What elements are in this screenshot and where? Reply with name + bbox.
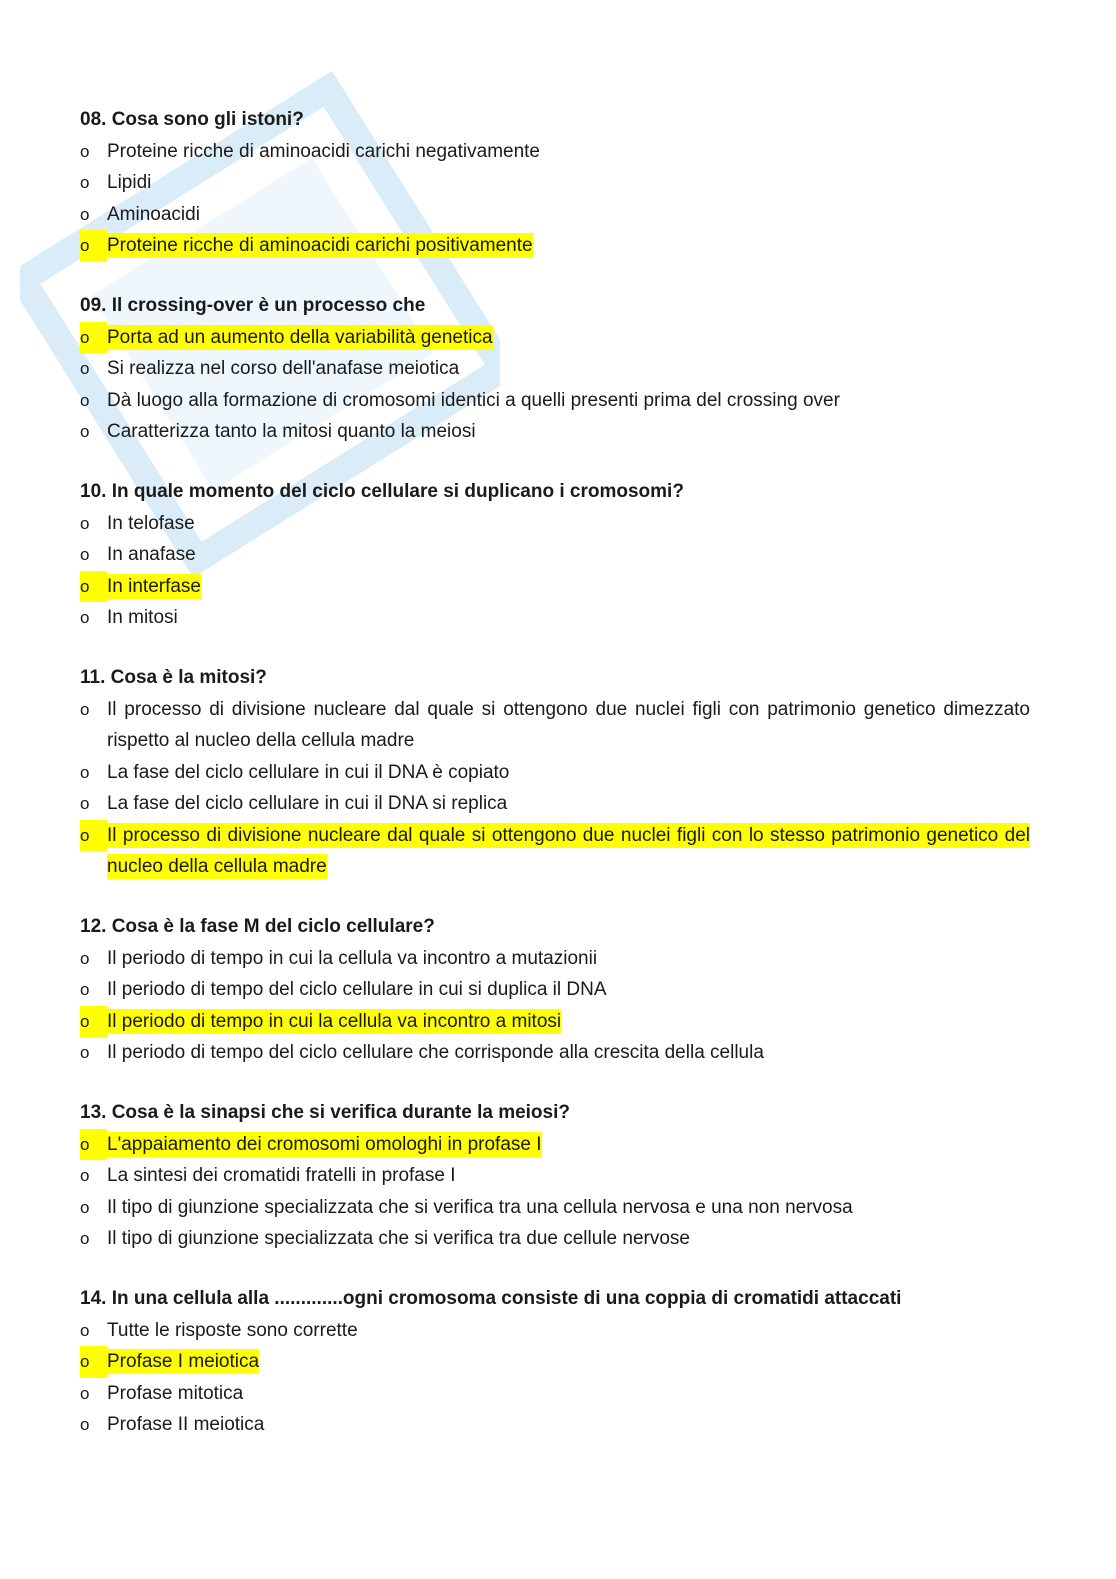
answer-option [80,1378,1030,1410]
answer-text: L'appaiamento dei cromosomi omologhi in profase I [107,1133,542,1155]
answer-option [80,974,1030,1006]
answer-text: Il processo di divisione nucleare dal quale si ottengono due nuclei figli con patrimonio genetico dimezzato rispetto al nucleo della cellula madre [107,698,1030,751]
answer-option [80,167,1030,199]
bullet-icon: o [80,1197,90,1217]
question-title: 08. Cosa sono gli istoni? [80,109,304,130]
answer-option [80,1037,1030,1069]
question-12 [80,911,1030,1069]
bullet-icon: o [80,1383,90,1403]
answer-text: Il processo di divisione nucleare dal quale si ottengono due nuclei figli con lo stesso patrimonio genetico del nucleo della cellula madre [107,824,1030,877]
answer-text: La fase del ciclo cellulare in cui il DNA si replica [107,793,508,814]
options-list [80,943,1030,1069]
question-title: 11. Cosa è la mitosi? [80,667,267,688]
answer-text: In mitosi [107,607,178,628]
answer-text: Profase I meiotica [107,1351,260,1372]
answer-option [80,694,1030,757]
options-list [80,1129,1030,1255]
bullet-icon: o [80,390,90,410]
answer-option [80,1192,1030,1224]
question-title: 12. Cosa è la fase M del ciclo cellulare? [80,916,435,937]
correct-answer-option [80,1346,1030,1378]
correct-answer-option [80,230,1030,262]
answer-option [80,1160,1030,1192]
answer-text: Profase II meiotica [107,1414,265,1435]
answer-text: In anafase [107,544,196,565]
bullet-icon: o [80,141,90,161]
bullet-icon: o [80,1346,107,1378]
bullet-icon: o [80,820,107,852]
correct-answer-option [80,571,1030,603]
bullet-icon: o [80,571,107,603]
answer-text: In telofase [107,512,195,534]
bullet-icon: o [80,980,90,999]
bullet-icon: o [80,1129,107,1161]
bullet-icon: o [80,230,107,262]
answer-text: Proteine ricche di aminoacidi carichi positivamente [107,235,533,256]
question-14 [80,1283,1030,1441]
quiz-content [80,104,1030,1469]
answer-option [80,943,1030,975]
answer-text: La sintesi dei cromatidi fratelli in profase I [107,1165,456,1186]
answer-option [80,602,1030,634]
answer-option [80,353,1030,385]
correct-answer-option [80,1006,1030,1038]
answer-text: Proteine ricche di aminoacidi carichi negativamente [107,140,541,162]
answer-option [80,1223,1030,1255]
question-title: 09. Il crossing-over è un processo che [80,295,426,316]
answer-option [80,539,1030,571]
bullet-icon: o [80,1166,90,1185]
answer-text: Si realizza nel corso dell'anafase meiotica [107,358,460,379]
bullet-icon: o [80,1320,90,1340]
answer-option [80,136,1030,168]
question-title: 10. In quale momento del ciclo cellulare si duplicano i cromosomi? [80,481,684,502]
answer-text: Il tipo di giunzione specializzata che si verifica tra due cellule nervose [107,1228,690,1249]
question-10 [80,476,1030,634]
question-13 [80,1097,1030,1255]
answer-option [80,385,1030,417]
answer-text: Profase mitotica [107,1382,244,1404]
question-title: 13. Cosa è la sinapsi che si verifica durante la meiosi? [80,1102,570,1123]
bullet-icon: o [80,1415,90,1434]
bullet-icon: o [80,359,90,378]
answer-text: Porta ad un aumento della variabilità genetica [107,326,493,348]
answer-text: Aminoacidi [107,203,200,225]
bullet-icon: o [80,762,90,782]
question-09 [80,290,1030,448]
answer-text: Caratterizza tanto la mitosi quanto la meiosi [107,421,476,442]
answer-text: Il periodo di tempo del ciclo cellulare che corrisponde alla crescita della cellula [107,1042,764,1063]
bullet-icon: o [80,322,107,354]
bullet-icon: o [80,608,90,627]
answer-option [80,508,1030,540]
bullet-icon: o [80,204,90,224]
options-list [80,694,1030,883]
answer-option [80,788,1030,820]
bullet-icon: o [80,699,90,719]
bullet-icon: o [80,513,90,533]
answer-text: Dà luogo alla formazione di cromosomi identici a quelli presenti prima del crossing over [107,389,840,411]
bullet-icon: o [80,422,90,441]
answer-text: Il periodo di tempo in cui la cellula va incontro a mutazionii [107,947,598,969]
correct-answer-option [80,1129,1030,1161]
bullet-icon: o [80,173,90,192]
answer-text: Il tipo di giunzione specializzata che si verifica tra una cellula nervosa e una non nervosa [107,1196,853,1218]
options-list [80,322,1030,448]
answer-option [80,757,1030,789]
question-title: 14. In una cellula alla .............ogni cromosoma consiste di una coppia di cromatidi attaccati [80,1288,902,1309]
answer-option [80,1315,1030,1347]
bullet-icon: o [80,545,90,564]
answer-text: Lipidi [107,172,152,193]
correct-answer-option [80,820,1030,883]
answer-text: La fase del ciclo cellulare in cui il DNA è copiato [107,761,510,783]
answer-text: Il periodo di tempo del ciclo cellulare in cui si duplica il DNA [107,979,607,1000]
answer-option [80,1409,1030,1441]
answer-text: Il periodo di tempo in cui la cellula va incontro a mitosi [107,1010,562,1032]
answer-option [80,199,1030,231]
bullet-icon: o [80,794,90,813]
options-list [80,1315,1030,1441]
bullet-icon: o [80,948,90,968]
correct-answer-option [80,322,1030,354]
answer-text: In interfase [107,575,201,597]
question-11 [80,662,1030,883]
options-list [80,508,1030,634]
bullet-icon: o [80,1043,90,1062]
answer-option [80,416,1030,448]
bullet-icon: o [80,1229,90,1248]
question-08 [80,104,1030,262]
bullet-icon: o [80,1006,107,1038]
answer-text: Tutte le risposte sono corrette [107,1319,358,1341]
options-list [80,136,1030,262]
